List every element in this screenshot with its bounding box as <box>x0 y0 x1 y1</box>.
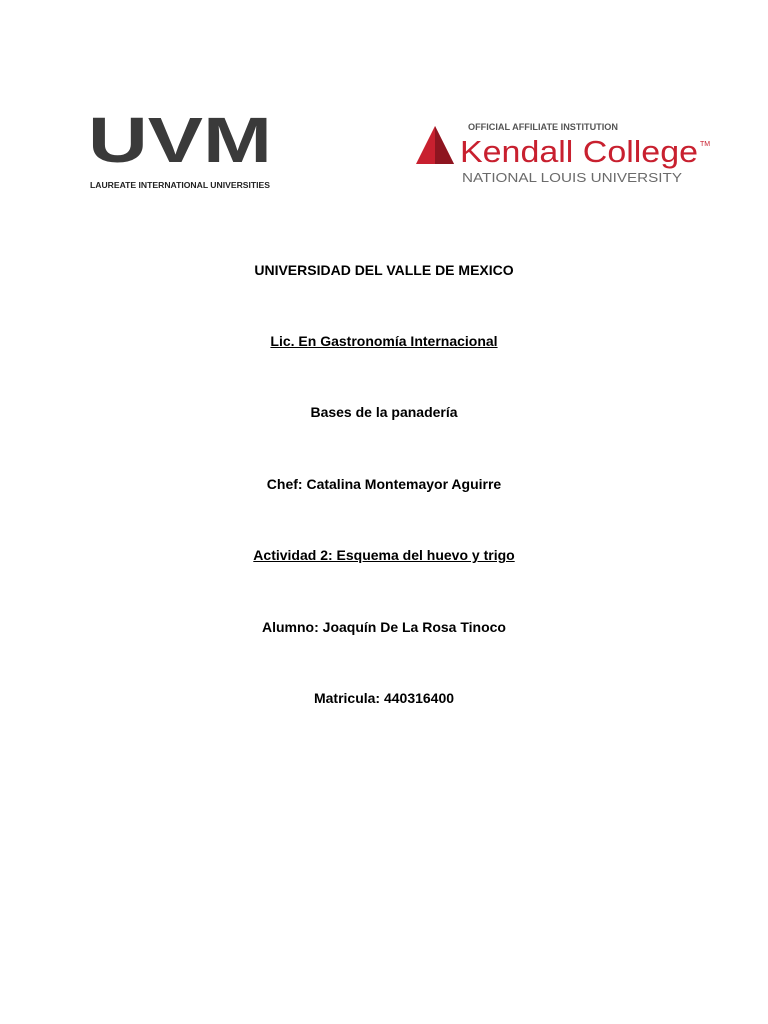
uvm-logo <box>88 110 278 192</box>
degree-title: Lic. En Gastronomía Internacional <box>270 333 498 349</box>
kendall-name: Kendall College <box>460 134 698 169</box>
activity-title: Actividad 2: Esquema del huevo y trigo <box>253 547 515 563</box>
uvm-wordmark: UVM <box>88 110 272 176</box>
course-title: Bases de la panadería <box>310 404 458 420</box>
kendall-college-logo <box>414 118 714 188</box>
student-id: Matricula: 440316400 <box>313 690 455 706</box>
kendall-affiliate-tag: OFFICIAL AFFILIATE INSTITUTION <box>468 122 618 132</box>
university-title: UNIVERSIDAD DEL VALLE DE MEXICO <box>254 262 514 278</box>
kendall-triangle-icon <box>416 126 454 164</box>
kendall-tm-mark: TM <box>700 141 711 148</box>
uvm-tagline: LAUREATE INTERNATIONAL UNIVERSITIES <box>90 181 271 190</box>
teacher-name: Chef: Catalina Montemayor Aguirre <box>266 476 502 492</box>
kendall-subtitle: NATIONAL LOUIS UNIVERSITY <box>462 170 683 185</box>
student-name: Alumno: Joaquín De La Rosa Tinoco <box>262 619 506 635</box>
